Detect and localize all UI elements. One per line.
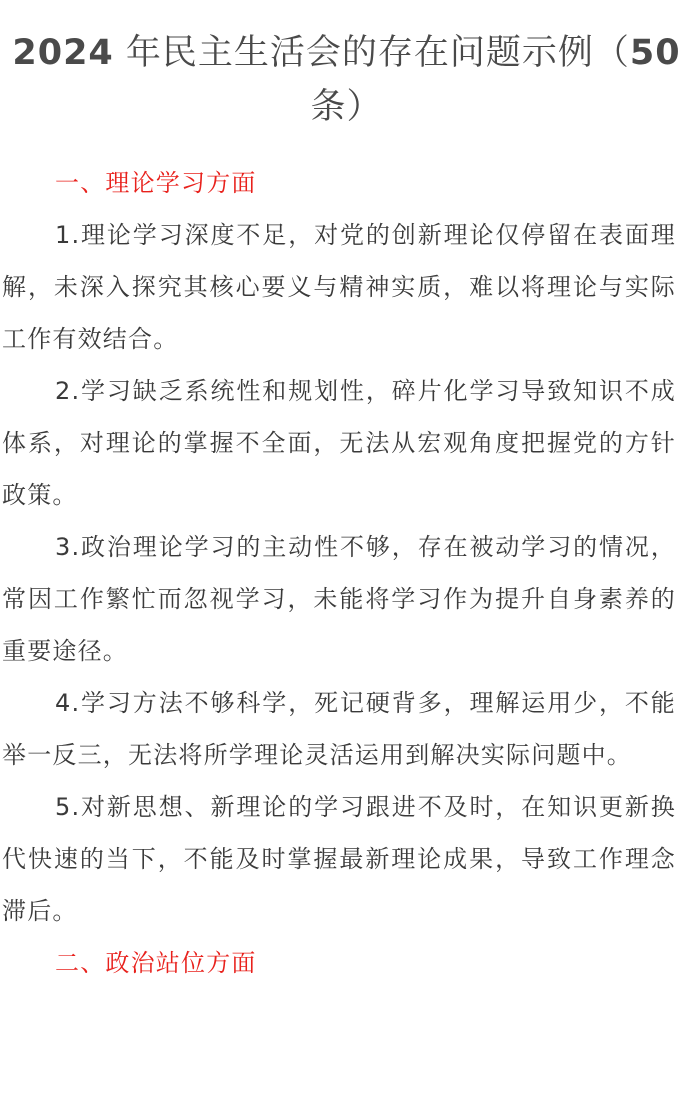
document-title xyxy=(0,26,693,134)
document-body xyxy=(2,157,676,989)
section-heading-theory: 一、理论学习方面 xyxy=(55,169,257,197)
paragraph-item-3: 3.政治理论学习的主动性不够，存在被动学习的情况，常因工作繁忙而忽视学习，未能将学习作为提升自身素养的重要途径。 xyxy=(2,533,676,665)
paragraph-item-5: 5.对新思想、新理论的学习跟进不及时，在知识更新换代快速的当下，不能及时掌握最新理论成果，导致工作理念滞后。 xyxy=(2,793,676,925)
section-heading-political: 二、政治站位方面 xyxy=(55,949,257,977)
title-text: 年民主生活会的存在问题示例（ xyxy=(113,33,630,73)
paragraph-item-4: 4.学习方法不够科学，死记硬背多，理解运用少，不能举一反三，无法将所学理论灵活运用到解决实际问题中。 xyxy=(2,689,676,769)
title-count: 50 xyxy=(629,33,681,73)
paragraph-item-2: 2.学习缺乏系统性和规划性，碎片化学习导致知识不成体系，对理论的掌握不全面，无法从宏观角度把握党的方针政策。 xyxy=(2,377,676,509)
paragraph-item-1: 1.理论学习深度不足，对党的创新理论仅停留在表面理解，未深入探究其核心要义与精神实质，难以将理论与实际工作有效结合。 xyxy=(2,221,676,353)
title-year: 2024 xyxy=(12,33,114,73)
title-tail: 条） xyxy=(310,87,383,127)
